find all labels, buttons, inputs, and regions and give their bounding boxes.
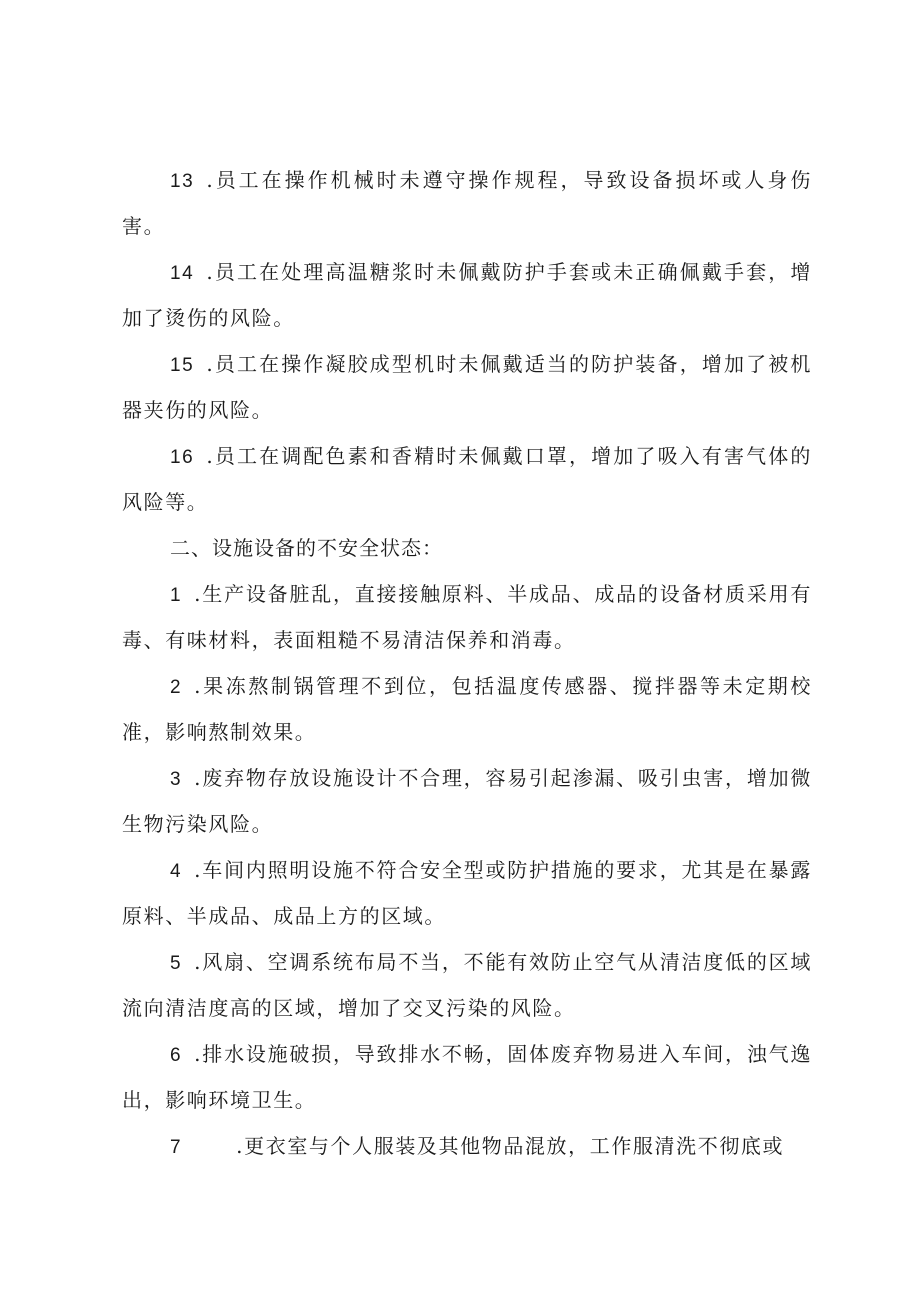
item-number: 13 [170,171,195,192]
item-text: .车间内照明设施不符合安全型或防护措施的要求，尤其是在暴露原料、半成品、成品上方的区域。 [122,858,812,928]
item-text: .员工在处理高温糖浆时未佩戴防护手套或未正确佩戴手套，增加了烫伤的风险。 [122,260,812,330]
item-text: .排水设施破损，导致排水不畅，固体废弃物易进入车间，浊气逸出，影响环境卫生。 [122,1042,812,1112]
item-text: .废弃物存放设施设计不合理，容易引起渗漏、吸引虫害，增加微生物污染风险。 [122,766,812,836]
list-item [122,572,812,664]
list-item [122,756,812,848]
list-item [122,848,812,940]
item-number: 7 [170,1137,183,1158]
item-number: 1 [170,585,183,606]
item-text: .风扇、空调系统布局不当，不能有效防止空气从清洁度低的区域流向清洁度高的区域，增加了交叉污染的风险。 [122,950,812,1020]
item-text: .员工在调配色素和香精时未佩戴口罩，增加了吸入有害气体的风险等。 [122,444,812,514]
list-item [122,342,812,434]
list-item [122,1124,812,1172]
item-text: .员工在操作机械时未遵守操作规程，导致设备损坏或人身伤害。 [122,168,812,238]
list-item [122,940,812,1032]
list-item [122,434,812,526]
item-number: 15 [170,355,195,376]
item-text: .生产设备脏乱，直接接触原料、半成品、成品的设备材质采用有毒、有味材料，表面粗糙不易清洁保养和消毒。 [122,582,812,652]
item-number: 2 [170,677,183,698]
item-number: 4 [170,861,183,882]
item-text: .员工在操作凝胶成型机时未佩戴适当的防护装备，增加了被机器夹伤的风险。 [122,352,812,422]
item-number: 3 [170,769,183,790]
list-item [122,250,812,342]
item-number: 5 [170,953,183,974]
item-number: 14 [170,263,195,284]
document-body [122,158,812,1172]
item-text: .更衣室与个人服装及其他物品混放，工作服清洗不彻底或 [236,1134,785,1158]
item-text: .果冻熬制锅管理不到位，包括温度传感器、搅拌器等未定期校准，影响熬制效果。 [122,674,812,744]
item-number: 6 [170,1045,183,1066]
list-item [122,158,812,250]
list-item [122,664,812,756]
list-item [122,1032,812,1124]
item-number: 16 [170,447,195,468]
section-heading: 二、设施设备的不安全状态： [170,536,443,560]
